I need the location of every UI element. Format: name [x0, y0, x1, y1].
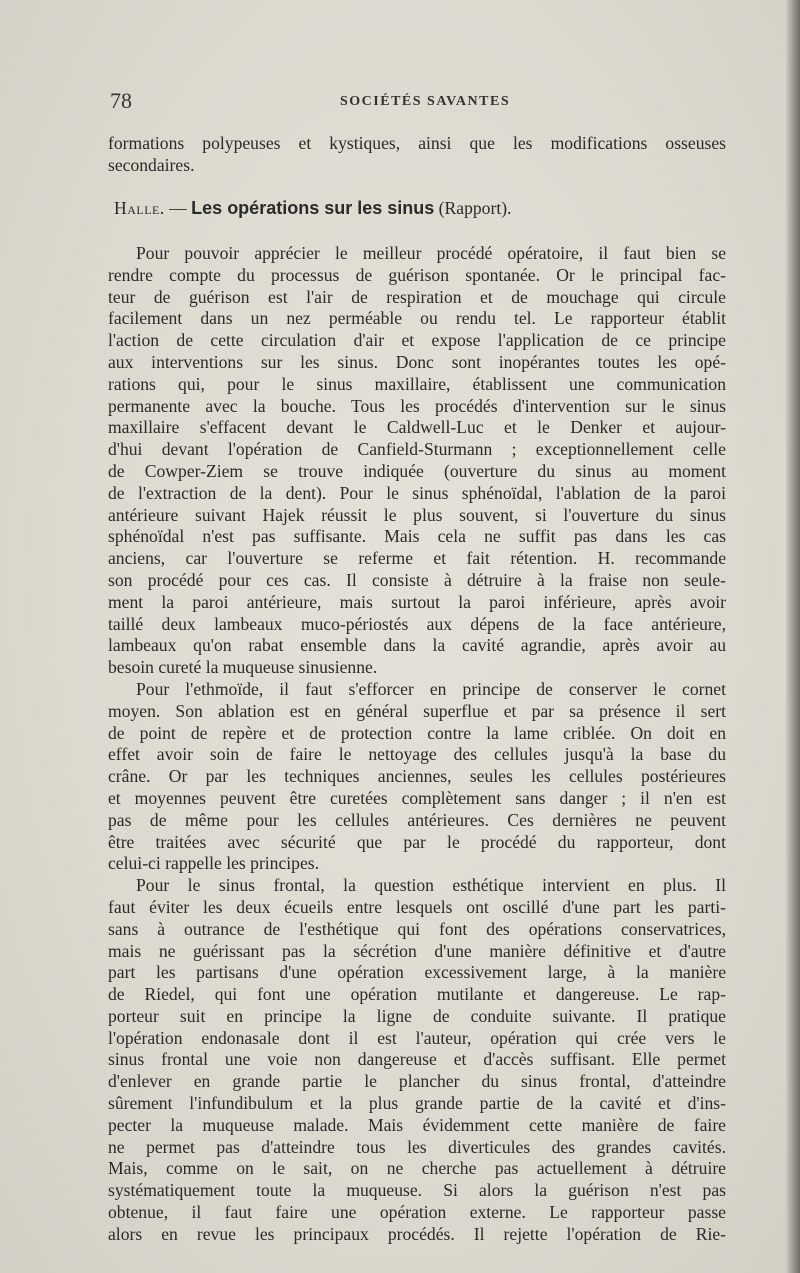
text-line: sphénoïdal n'est pas suffisante. Mais cela ne suffit pas dans les cas: [108, 526, 726, 547]
text-line: pas de même pour les cellules antérieures. Ces dernières ne peuvent: [108, 809, 726, 830]
text-line: aux interventions sur les sinus. Donc sont inopérantes toutes les opé-: [108, 351, 726, 372]
page-number: 78: [110, 88, 132, 113]
text-line: de Riedel, qui font une opération mutilante et dangereuse. Le rap-: [108, 984, 726, 1005]
text-line: rendre compte du processus de guérison spontanée. Or le principal fac-: [108, 264, 726, 285]
text-line: antérieure suivant Hajek réussit le plus souvent, si l'ouverture du sinus: [108, 504, 726, 525]
text-line: être traitées avec sécurité que par le procédé du rapporteur, dont: [108, 831, 726, 852]
text-line: Pour pouvoir apprécier le meilleur procédé opératoire, il faut bien se: [136, 243, 726, 263]
text-line: anciens, car l'ouverture se referme et fait rétention. H. recommande: [108, 548, 726, 569]
text-line: alors en revue les principaux procédés. Il rejette l'opération de Rie-: [108, 1223, 726, 1244]
text-line: ment la paroi antérieure, mais surtout la paroi inférieure, après avoir: [108, 591, 726, 612]
intro-paragraph: [108, 133, 726, 177]
section-title: Les opérations sur les sinus: [191, 198, 435, 218]
text-line: son procédé pour ces cas. Il consiste à détruire à la fraise non seule-: [108, 569, 726, 590]
text-line: maxillaire s'effacent devant le Caldwell-Luc et le Denker et aujour-: [108, 417, 726, 438]
text-line: besoin cureté la muqueuse sinusienne.: [108, 657, 378, 678]
page-header: [110, 88, 730, 116]
text-line: Pour l'ethmoïde, il faut s'efforcer en principe de conserver le cornet: [136, 678, 726, 699]
text-line: effet avoir soin de faire le nettoyage des cellules jusqu'à la base du: [108, 744, 726, 765]
text-line: de point de repère et de protection contre la lame criblée. On doit en: [108, 722, 726, 743]
text-line: de l'extraction de la dent). Pour le sinus sphénoïdal, l'ablation de la paroi: [108, 482, 726, 503]
text-line: d'enlever en grande partie le plancher du sinus frontal, d'atteindre: [108, 1071, 726, 1092]
page-edge-shadow: [786, 0, 800, 1273]
text-line: moyen. Son ablation est en général superflue et par sa présence il sert: [108, 700, 726, 721]
text-line: l'action de cette circulation d'air et expose l'application de ce principe: [108, 330, 726, 351]
text-line: rations qui, pour le sinus maxillaire, établissent une communication: [108, 373, 726, 394]
text-line: formations polypeuses et kystiques, ainsi que les modifications osseuses: [108, 133, 726, 153]
text-line: Pour le sinus frontal, la question esthétique intervient en plus. Il: [136, 875, 726, 896]
text-line: pecter la muqueuse malade. Mais évidemment cette manière de faire: [108, 1114, 726, 1135]
text-line: de Cowper-Ziem se trouve indiquée (ouverture du sinus au moment: [108, 460, 726, 481]
running-title: SOCIÉTÉS SAVANTES: [340, 94, 511, 109]
text-line: facilement dans un nez perméable ou rendu tel. Le rapporteur établit: [108, 308, 726, 329]
text-line: crâne. Or par les techniques anciennes, seules les cellules postérieures: [108, 766, 726, 787]
text-line: teur de guérison est l'air de respiration et de mouchage qui circule: [108, 286, 726, 307]
text-line: d'hui devant l'opération de Canfield-Sturmann ; exceptionnellement celle: [108, 439, 726, 460]
text-line: systématiquement toute la muqueuse. Si alors la guérison n'est pas: [108, 1180, 726, 1201]
text-line: sinus frontal une voie non dangereuse et d'accès suffisant. Elle permet: [108, 1049, 726, 1070]
text-line: lambeaux qu'on rabat ensemble dans la cavité agrandie, après avoir au: [108, 635, 726, 656]
section-author: Halle.: [114, 198, 165, 218]
text-line: sans à outrance de l'esthétique qui font des opérations conservatrices,: [108, 918, 726, 939]
section-heading: [114, 198, 714, 219]
text-line: part les partisans d'une opération excessivement large, à la manière: [108, 962, 726, 983]
text-line: obtenue, il faut faire une opération externe. Le rapporteur passe: [108, 1202, 726, 1223]
text-line: mais ne guérissant pas la sécrétion d'une manière définitive et d'autre: [108, 940, 726, 961]
text-line: secondaires.: [108, 154, 195, 175]
section-dash: —: [169, 198, 187, 218]
body-text: [108, 243, 726, 1246]
text-line: porteur suit en principe la ligne de conduite suivante. Il pratique: [108, 1005, 726, 1026]
section-note: (Rapport).: [438, 198, 512, 218]
text-line: Mais, comme on le sait, on ne cherche pas actuellement à détruire: [108, 1158, 726, 1179]
text-line: sûrement l'infundibulum et la plus grande partie de la cavité et d'ins-: [108, 1093, 726, 1114]
text-line: ne permet pas d'atteindre tous les diverticules des grandes cavités.: [108, 1136, 726, 1157]
text-line: et moyennes peuvent être curetées complètement sans danger ; il n'en est: [108, 787, 726, 808]
text-line: l'opération endonasale dont il est l'auteur, opération qui crée vers le: [108, 1027, 726, 1048]
text-line: taillé deux lambeaux muco-périostés aux dépens de la face antérieure,: [108, 613, 726, 634]
text-line: celui-ci rappelle les principes.: [108, 853, 320, 874]
text-line: permanente avec la bouche. Tous les procédés d'intervention sur le sinus: [108, 395, 726, 416]
text-line: faut éviter les deux écueils entre lesquels ont oscillé d'une part les parti-: [108, 896, 726, 917]
